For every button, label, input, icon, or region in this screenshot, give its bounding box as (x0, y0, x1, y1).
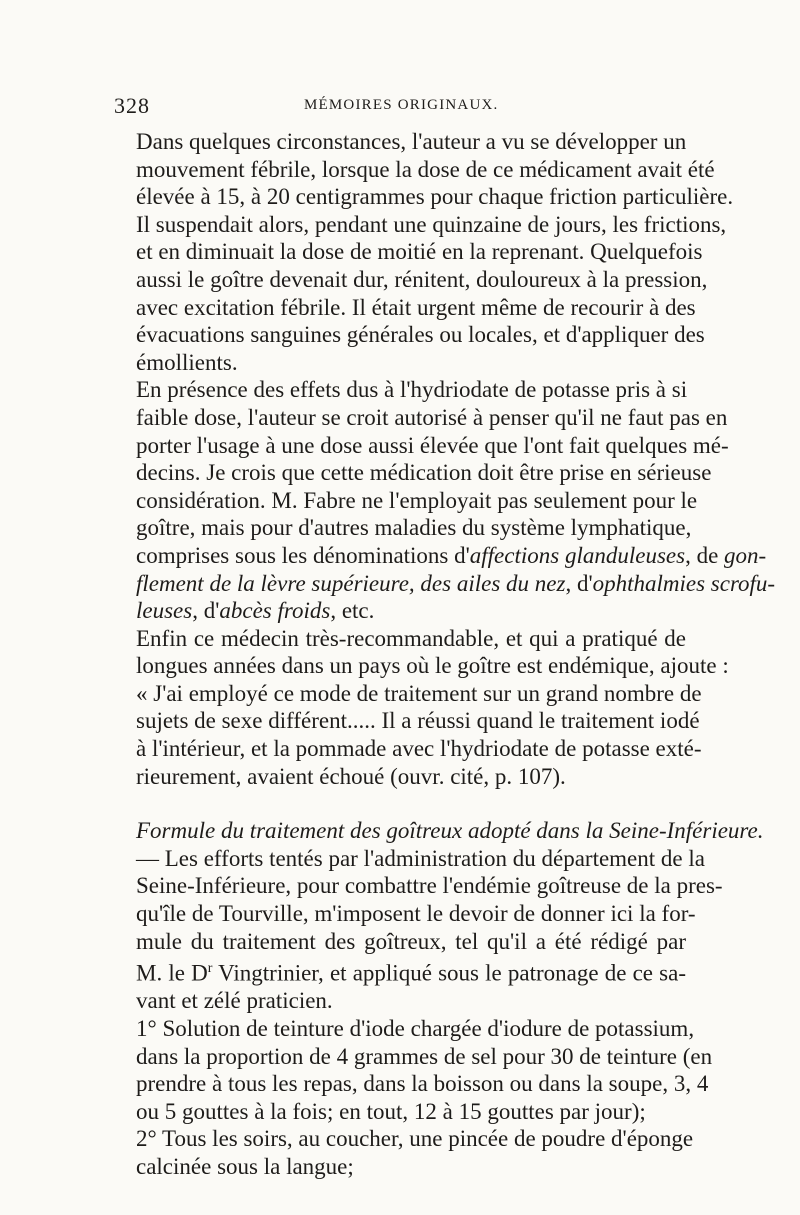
text-run: , etc. (330, 598, 375, 624)
text-line: calcinée sous la langue; (136, 1154, 354, 1180)
text-line (114, 570, 776, 598)
italic-term: leuses (136, 598, 193, 624)
text-line: porter l'usage à une dose aussi élevée que l'ont fait quelques mé- (136, 432, 729, 458)
text-line: sujets de sexe différent..... Il a réussi quand le traitement iodé (136, 708, 700, 734)
text-run: , d' (192, 598, 220, 624)
text-line: vant et zélé praticien. (136, 988, 333, 1014)
text-line: Il suspendait alors, pendant une quinzaine de jours, les frictions, (136, 211, 727, 237)
text-line: — Les efforts tentés par l'administration du département de la (136, 845, 705, 871)
text-line: « J'ai employé ce mode de traitement sur un grand nombre de (136, 680, 702, 706)
paragraph-5 (114, 1015, 713, 1125)
paragraph-6 (114, 1125, 694, 1180)
text-line: considération. M. Fabre ne l'employait pas seulement pour le (136, 487, 698, 513)
page-number: 328 (114, 93, 150, 118)
text-run: M. le D (136, 960, 208, 986)
running-head: MÉMOIRES ORIGINAUX. (304, 97, 499, 113)
text-run: comprises sous les dénominations d' (136, 542, 470, 568)
text-run: , d' (565, 570, 593, 596)
text-line: et en diminuait la dose de moitié en la reprenant. Quelquefois (136, 239, 703, 265)
text-line: évacuations sanguines générales ou locales, et d'appliquer des (136, 322, 705, 348)
text-line (114, 955, 686, 987)
text-line: Dans quelques circonstances, l'auteur a vu se développer un (136, 129, 687, 154)
text-line (114, 542, 767, 570)
text-line: rieurement, avaient échoué (ouvr. cité, p. 107). (136, 763, 566, 789)
text-line: longues années dans un pays où le goître est endémique, ajoute : (136, 653, 729, 679)
text-line (114, 597, 686, 625)
text-line: mule du traitement des goîtreux, tel qu'il a été rédigé par (136, 928, 686, 954)
text-line: à l'intérieur, et la pommade avec l'hydriodate de potasse exté- (136, 736, 702, 762)
text-line: émollients. (136, 349, 238, 375)
page-header (114, 93, 686, 119)
text-line: ou 5 gouttes à la fois; en tout, 12 à 15 gouttes par jour); (136, 1098, 646, 1124)
text-line: Seine-Inférieure, pour combattre l'endémie goîtreuse de la pres- (136, 873, 723, 899)
italic-term: ophthalmies scrofu- (592, 570, 776, 596)
body-text (114, 128, 776, 1181)
text-line: 2° Tous les soirs, au coucher, une pincée de poudre d'éponge (136, 1126, 694, 1152)
section-heading (114, 817, 764, 845)
text-line: mouvement fébrile, lorsque la dose de ce médicament avait été (136, 156, 715, 182)
superscript: r (207, 961, 213, 977)
text-line: Enfin ce médecin très-recommandable, et qui a pratiqué de (136, 625, 686, 651)
paragraph-2 (114, 376, 776, 624)
section-heading-text: Formule du traitement des goîtreux adopté dans la Seine-Inférieure. (136, 818, 764, 844)
text-line: En présence des effets dus à l'hydriodate de potasse pris à si (136, 377, 688, 403)
paragraph-4 (114, 817, 764, 1015)
text-run: Vingtrinier, et appliqué sous le patronage de ce sa- (212, 960, 686, 986)
italic-term: abcès froids (219, 598, 331, 624)
paragraph-1 (114, 128, 734, 376)
italic-term: gon- (724, 542, 767, 568)
text-line: goître, mais pour d'autres maladies du système lymphatique, (136, 515, 692, 541)
text-line: aussi le goître devenait dur, rénitent, douloureux à la pression, (136, 266, 708, 292)
text-line: decins. Je crois que cette médication doit être prise en sérieuse (136, 460, 712, 486)
italic-term: affections glanduleuses (469, 542, 686, 568)
paragraph-3 (114, 625, 729, 791)
text-line: dans la proportion de 4 grammes de sel pour 30 de teinture (en (136, 1043, 713, 1069)
text-line: élevée à 15, à 20 centigrammes pour chaque friction particulière. (136, 184, 734, 210)
text-run: , de (685, 542, 725, 568)
italic-term: flement de la lèvre supérieure, des ailes du nez (136, 570, 566, 596)
text-line: qu'île de Tourville, m'imposent le devoir de donner ici la for- (136, 901, 696, 927)
text-line: prendre à tous les repas, dans la boisson ou dans la soupe, 3, 4 (136, 1071, 709, 1097)
text-line: avec excitation fébrile. Il était urgent même de recourir à des (136, 294, 696, 320)
text-line: faible dose, l'auteur se croit autorisé à penser qu'il ne faut pas en (136, 404, 728, 430)
text-line: 1° Solution de teinture d'iode chargée d'iodure de potassium, (136, 1016, 695, 1042)
